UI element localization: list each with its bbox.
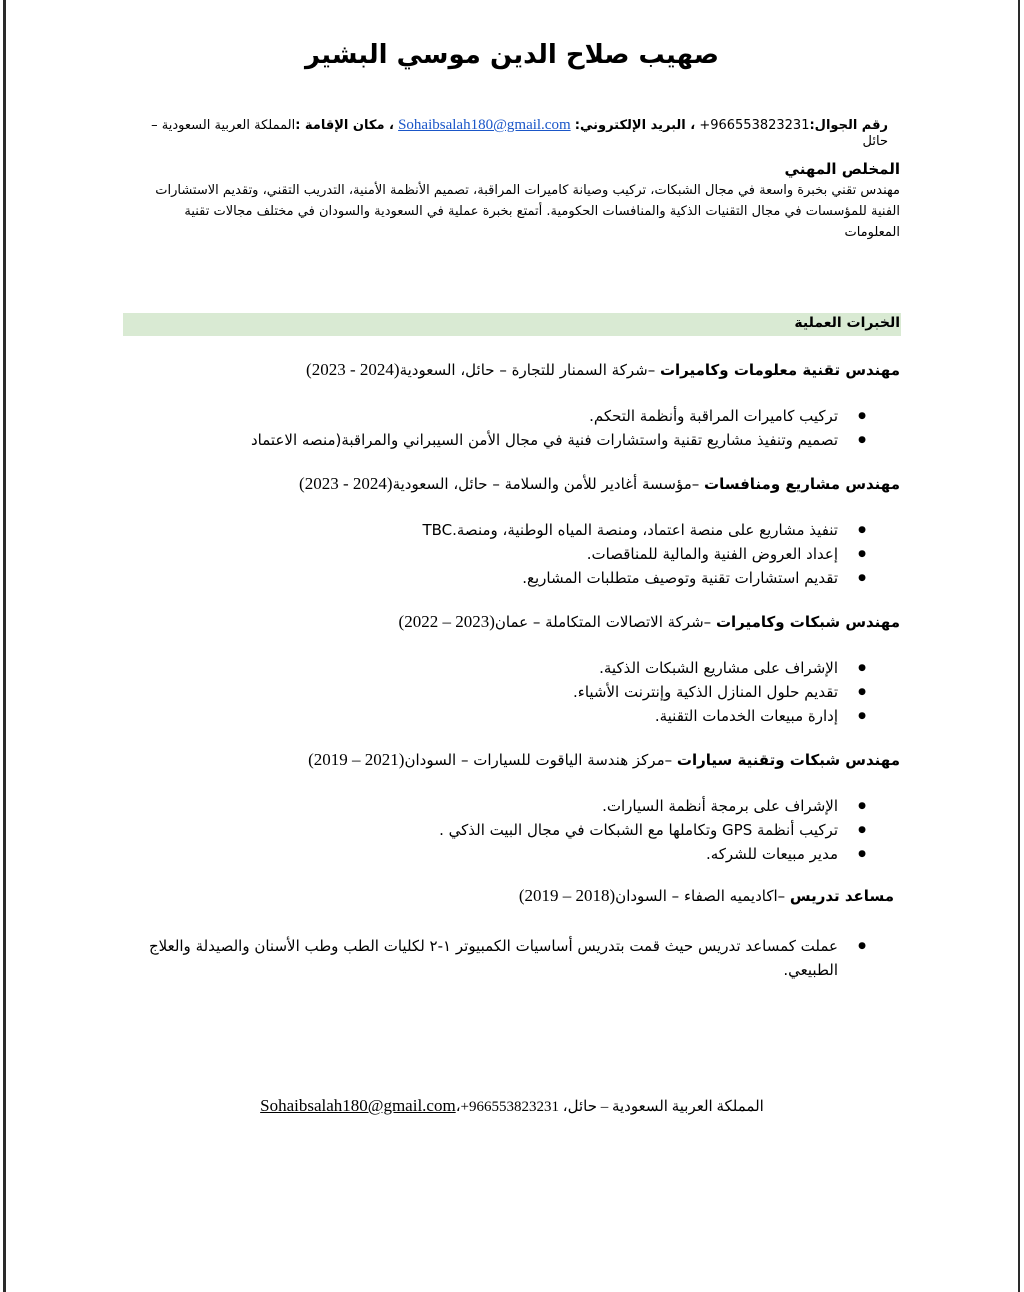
job-org: –اكاديميه الصفاء – السودان — [615, 887, 790, 905]
experience-section-bar — [123, 313, 901, 336]
job-dates: (2023 – 2022) — [398, 612, 495, 631]
list-item: ● إدارة مبيعات الخدمات التقنية. — [120, 704, 840, 728]
footer-address: المملكة العربية السعودية – حائل، — [562, 1099, 764, 1115]
job-dates: (2018 – 2019) — [518, 886, 616, 905]
list-item: ● تركيب أنظمة GPS وتكاملها مع الشبكات في مجال البيت الذكي . — [120, 818, 840, 842]
phone-label: رقم الجوال: — [809, 118, 888, 133]
candidate-name: صهيب صلاح الدين موسي البشير — [305, 40, 719, 70]
job-title: مهندس مشاريع ومنافسات — [704, 475, 900, 493]
job-org: –شركة الاتصالات المتكاملة – عمان — [494, 613, 716, 631]
job-header — [399, 612, 900, 632]
resume-page — [6, 0, 1018, 1292]
footer-phone: +966553823231 — [460, 1099, 559, 1115]
summary-text: مهندس تقني بخبرة واسعة في مجال الشبكات، تركيب وصيانة كاميرات المراقبة، تصميم الأنظمة الأمنية، التدريب التقني، وتقديم الاستشارات الفنية للمؤسسات في مجال التقنيات الذكية والمنافسات الحكومية. أتمتع بخبرة عملية في السعودية والسودان في مختلف مجالات تقنية المعلومات — [155, 183, 900, 240]
phone-number: +966553823231 — [699, 118, 810, 133]
list-item: ● تركيب كاميرات المراقبة وأنظمة التحكم. — [120, 404, 840, 428]
footer-contact: المملكة العربية السعودية – حائل، +966553823231،Sohaibsalah180@gmail.com — [260, 1096, 764, 1115]
list-item: ● الإشراف على مشاريع الشبكات الذكية. — [120, 656, 840, 680]
list-item: ● الإشراف على برمجة أنظمة السيارات. — [120, 794, 840, 818]
email-link[interactable]: Sohaibsalah180@gmail.com — [398, 117, 571, 133]
list-item: ● تنفيذ مشاريع على منصة اعتماد، ومنصة المياه الوطنية، ومنصة.TBC — [120, 518, 840, 542]
job-org: –مركز هندسة الياقوت للسيارات – السودان — [404, 751, 677, 769]
job-bullets — [120, 656, 840, 728]
list-item: ● تقديم حلول المنازل الذكية وإنترنت الأشياء. — [120, 680, 840, 704]
summary-heading: المخلص المهني — [784, 160, 900, 178]
job-title: مهندس تقنية معلومات وكاميرات — [659, 361, 900, 379]
job-header — [299, 474, 900, 494]
list-item: ● إعداد العروض الفنية والمالية للمناقصات. — [120, 542, 840, 566]
job-org: –مؤسسة أغادير للأمن والسلامة – حائل، السعودية — [392, 475, 705, 493]
job-title: مساعد تدريس — [789, 887, 894, 905]
job-bullets — [120, 404, 840, 452]
contact-line — [128, 117, 888, 149]
job-dates: (2024 - 2023) — [306, 360, 400, 379]
job-bullets — [125, 934, 840, 982]
job-org: –شركة السمنار للتجارة – حائل، السعودية — [399, 361, 660, 379]
job-bullets — [120, 794, 840, 866]
residence-value: المملكة العربية السعودية – حائل — [151, 118, 888, 149]
footer-email-link[interactable]: Sohaibsalah180@gmail.com — [260, 1096, 456, 1115]
job-title: مهندس شبكات وتقنية سيارات — [676, 751, 900, 769]
residence-label: ، مكان الإقامة : — [295, 118, 394, 133]
job-header — [308, 750, 900, 770]
job-header — [306, 360, 900, 380]
page-border-right — [1018, 0, 1020, 1292]
email-label: ، البريد الإلكتروني: — [574, 118, 696, 133]
list-item: ● عملت كمساعد تدريس حيث قمت بتدريس أساسيات الكمبيوتر ١-٢ لكليات الطب وطب الأسنان والصيدلة والعلاج الطبيعي. — [125, 934, 840, 982]
job-dates: (2024 - 2023) — [299, 474, 393, 493]
experience-heading: الخبرات العملية — [794, 315, 900, 331]
job-bullets — [120, 518, 840, 590]
job-dates: (2021 – 2019) — [308, 750, 405, 769]
job-title: مهندس شبكات وكاميرات — [715, 613, 900, 631]
list-item: ● تصميم وتنفيذ مشاريع تقنية واستشارات فنية في مجال الأمن السيبراني والمراقبة(منصه الاعتماد — [120, 428, 840, 452]
job-header — [519, 886, 894, 906]
list-item: ● مدير مبيعات للشركه. — [120, 842, 840, 866]
list-item: ● تقديم استشارات تقنية وتوصيف متطلبات المشاريع. — [120, 566, 840, 590]
